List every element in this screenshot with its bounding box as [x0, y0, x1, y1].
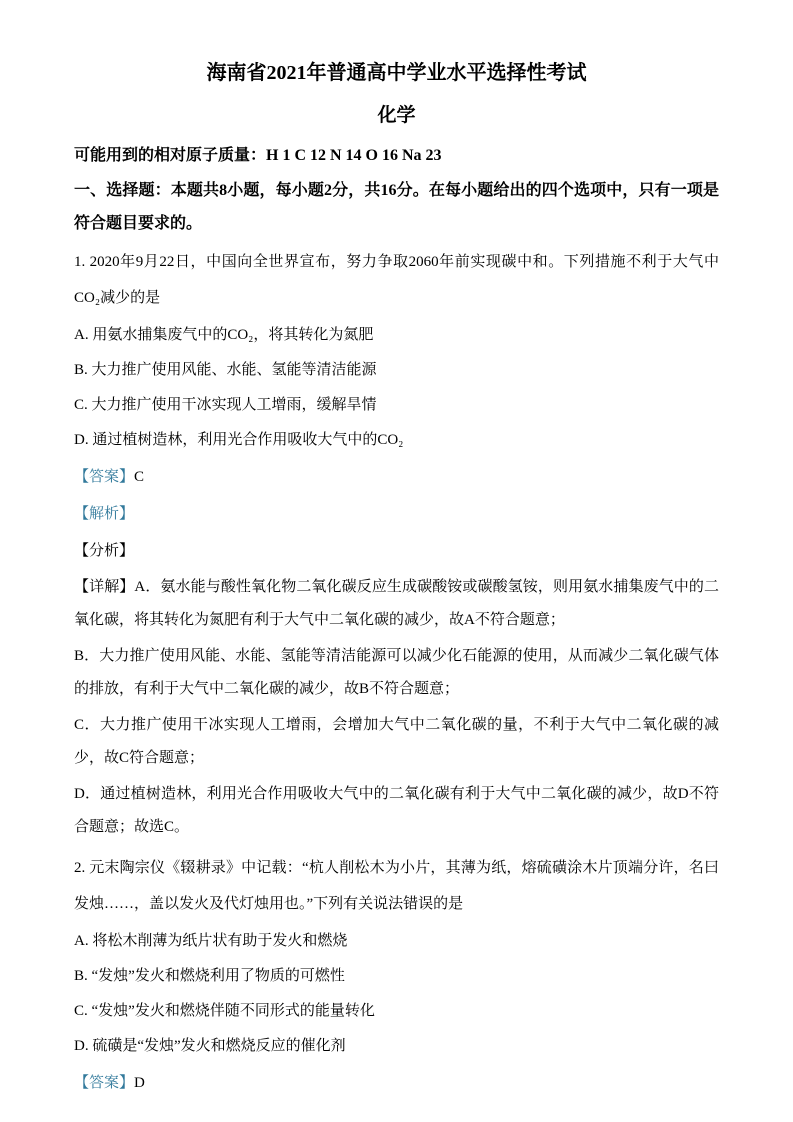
question-1-detail-a — [74, 571, 719, 637]
question-2-answer-line — [74, 1066, 719, 1101]
question-2 — [74, 850, 719, 1101]
fenxi-label: 【分析】 — [74, 543, 135, 559]
section-header: 一、选择题：本题共8小题，每小题2分，共16分。在每小题给出的四个选项中，只有一项是符合题目要求的。 — [74, 182, 719, 232]
answer-value: D — [134, 1075, 145, 1091]
question-2-option-d: D. 硫磺是“发烛”发火和燃烧反应的催化剂 — [74, 1038, 346, 1054]
atomic-mass-line: 可能用到的相对原子质量：H 1 C 12 N 14 O 16 Na 23 — [74, 147, 442, 164]
detail-text-a: A．氨水能与酸性氧化物二氧化碳反应生成碳酸铵或碳酸氢铵，则用氨水捕集废气中的二氧化碳，将其转化为氮肥有利于大气中二氧化碳的减少，故A不符合题意； — [74, 579, 719, 628]
answer-label: 【答案】 — [74, 1075, 135, 1091]
question-1-detail-b: B．大力推广使用风能、水能、氢能等清洁能源可以减少化石能源的使用，从而减少二氧化碳气体的排放，有利于大气中二氧化碳的减少，故B不符合题意； — [74, 648, 719, 697]
question-2-option-b: B. “发烛”发火和燃烧利用了物质的可燃性 — [74, 968, 345, 984]
question-1-stem: 1. 2020年9月22日，中国向全世界宣布，努力争取2060年前实现碳中和。下列措施不利于大气中CO₂减少的是 — [74, 254, 719, 306]
question-1-option-b: B. 大力推广使用风能、水能、氢能等清洁能源 — [74, 362, 377, 378]
question-2-option-a: A. 将松木削薄为纸片状有助于发火和燃烧 — [74, 933, 348, 949]
question-1-answer-line — [74, 460, 719, 495]
doc-subtitle: 化学 — [377, 105, 416, 126]
question-1 — [74, 244, 719, 844]
question-1-option-c: C. 大力推广使用干冰实现人工增雨，缓解旱情 — [74, 397, 377, 413]
question-2-option-c: C. “发烛”发火和燃烧伴随不同形式的能量转化 — [74, 1003, 375, 1019]
answer-label: 【答案】 — [74, 469, 135, 485]
question-2-stem: 2. 元末陶宗仪《辍耕录》中记载：“杭人削松木为小片，其薄为纸，熔硫磺涂木片顶端分许，名曰发烛……，盖以发火及代灯烛用也。”下列有关说法错误的是 — [74, 860, 719, 912]
xiangjie-label: 【详解】 — [74, 579, 135, 595]
answer-value: C — [134, 469, 145, 485]
question-1-option-d: D. 通过植树造林，利用光合作用吸收大气中的CO₂ — [74, 432, 404, 448]
jiexi-label: 【解析】 — [74, 506, 135, 522]
doc-title: 海南省2021年普通高中学业水平选择性考试 — [206, 62, 587, 84]
question-1-detail-c: C．大力推广使用干冰实现人工增雨，会增加大气中二氧化碳的量，不利于大气中二氧化碳的减少，故C符合题意； — [74, 717, 719, 766]
question-1-fenxi-line — [74, 534, 719, 569]
question-1-detail-d: D．通过植树造林，利用光合作用吸收大气中的二氧化碳有利于大气中二氧化碳的减少，故D不符合题意；故选C。 — [74, 786, 719, 835]
question-1-jiexi-line — [74, 497, 719, 532]
question-1-option-a: A. 用氨水捕集废气中的CO₂，将其转化为氮肥 — [74, 327, 374, 343]
